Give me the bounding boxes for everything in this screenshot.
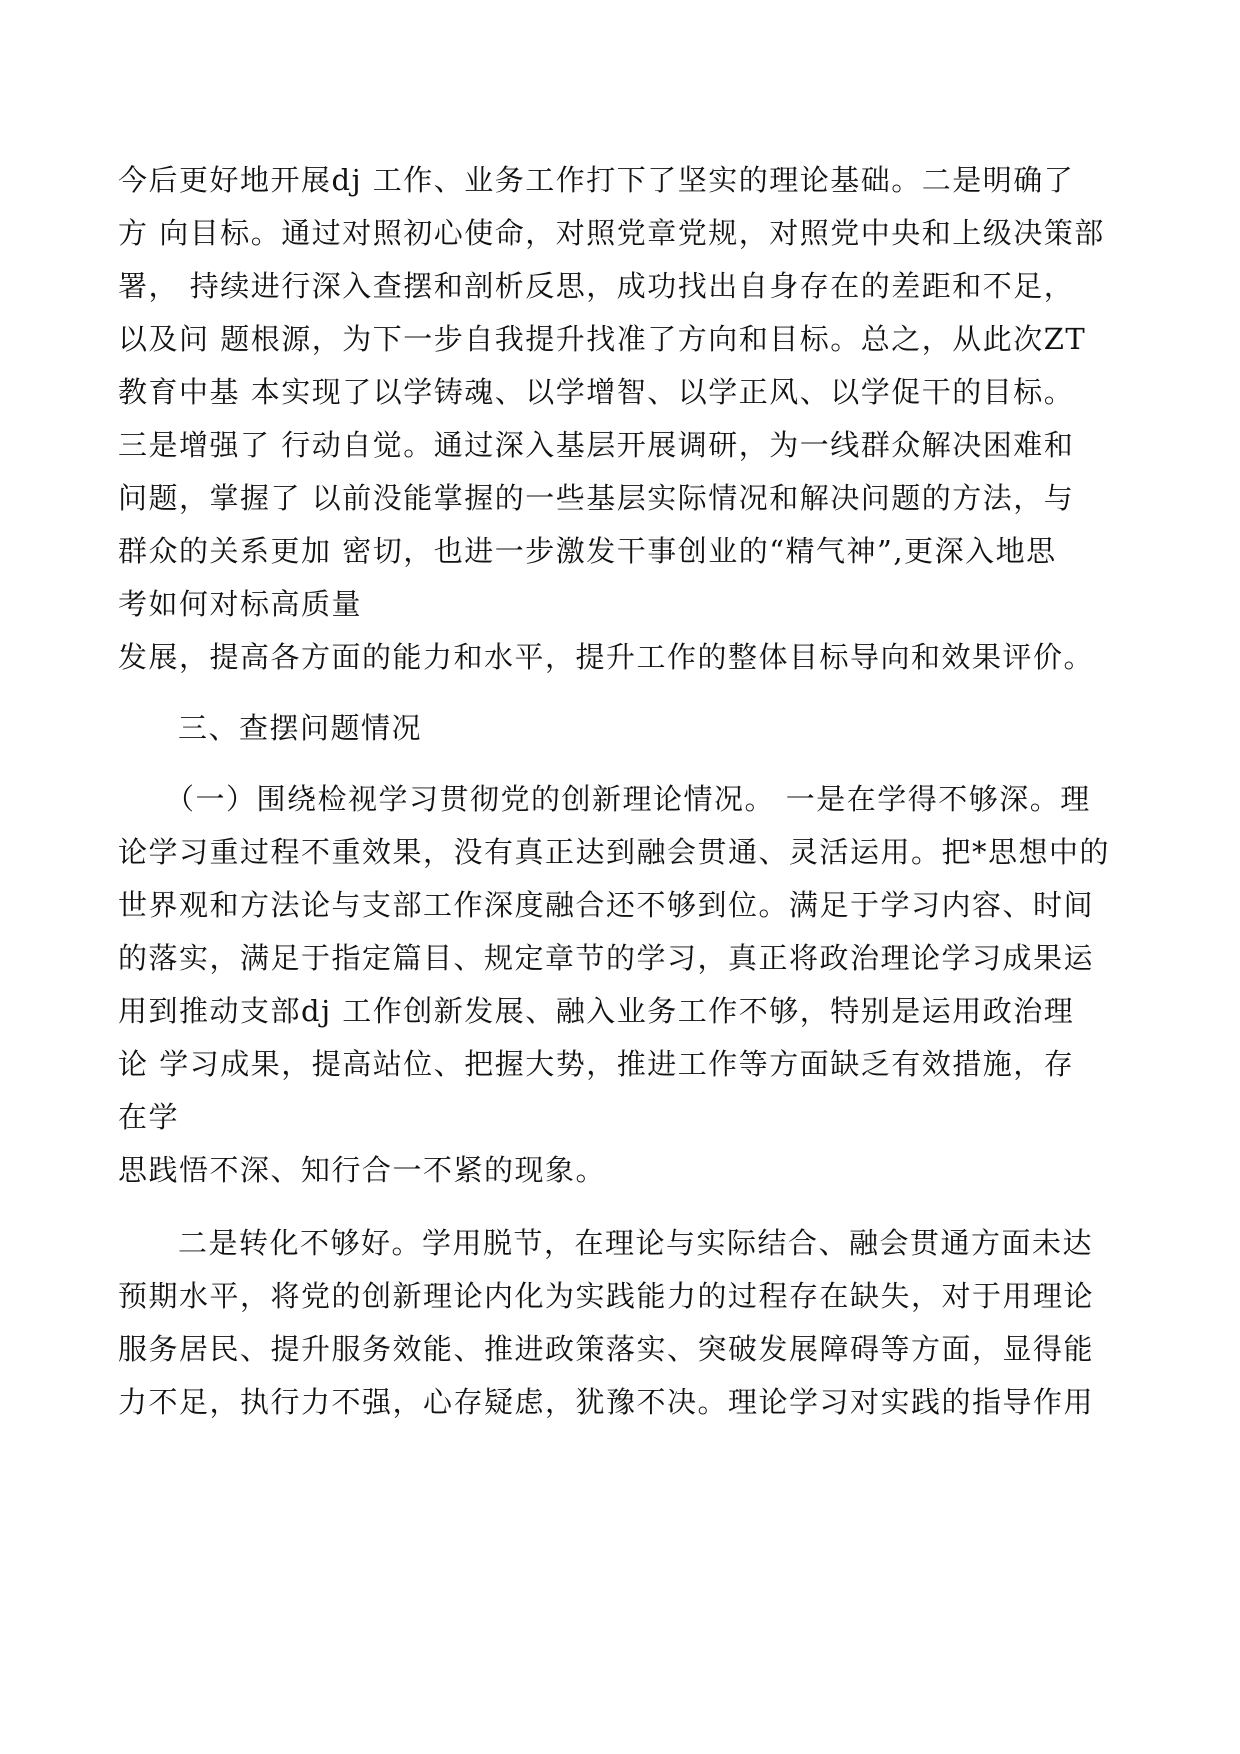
paragraph-line: 三是增强了 行动自觉。通过深入基层开展调研，为一线群众解决困难和 — [118, 428, 1075, 462]
paragraph-line: 的落实，满足于指定篇目、规定章节的学习，真正将政治理论学习成果运 — [118, 941, 1095, 975]
paragraph-line: 思践悟不深、知行合一不紧的现象。 — [118, 1153, 607, 1187]
paragraph-line: 方 向目标。通过对照初心使命，对照党章党规，对照党中央和上级决策部 — [118, 216, 1105, 250]
paragraph-line: 发展，提高各方面的能力和水平，提升工作的整体目标导向和效果评价。 — [118, 640, 1095, 674]
paragraph-line: 论 学习成果，提高站位、把握大势，推进工作等方面缺乏有效措施，存 — [118, 1047, 1075, 1081]
paragraph-line: 力不足，执行力不强，心存疑虑，犹豫不决。理论学习对实践的指导作用 — [118, 1385, 1095, 1419]
paragraph-line: 世界观和方法论与支部工作深度融合还不够到位。满足于学习内容、时间 — [118, 888, 1095, 922]
section-heading: 三、查摆问题情况 — [178, 711, 423, 745]
paragraph-line: 教育中基 本实现了以学铸魂、以学增智、以学正风、以学促干的目标。 — [118, 375, 1075, 409]
paragraph-line: 用到推动支部dj 工作创新发展、融入业务工作不够，特别是运用政治理 — [118, 994, 1075, 1028]
paragraph-line: 在学 — [118, 1100, 180, 1134]
paragraph-line: 二是转化不够好。学用脱节，在理论与实际结合、融会贯通方面未达 — [178, 1226, 1094, 1260]
paragraph-line: 服务居民、提升服务效能、推进政策落实、突破发展障碍等方面，显得能 — [118, 1332, 1095, 1366]
paragraph-line: 问题，掌握了 以前没能掌握的一些基层实际情况和解决问题的方法，与 — [118, 481, 1075, 515]
paragraph-line: 考如何对标高质量 — [118, 587, 363, 621]
paragraph-line: 预期水平，将党的创新理论内化为实践能力的过程存在缺失，对于用理论 — [118, 1279, 1095, 1313]
paragraph-line: 署， 持续进行深入查摆和剖析反思，成功找出自身存在的差距和不足， — [118, 269, 1075, 303]
paragraph-line: 群众的关系更加 密切，也进一步激发干事创业的“精气神”,更深入地思 — [118, 534, 1057, 568]
paragraph-line: 以及问 题根源，为下一步自我提升找准了方向和目标。总之，从此次ZT — [118, 322, 1087, 356]
paragraph-line: 今后更好地开展dj 工作、业务工作打下了坚实的理论基础。二是明确了 — [118, 163, 1075, 197]
subsection-line: （一）围绕检视学习贯彻党的创新理论情况。 一是在学得不够深。理 — [165, 782, 1091, 816]
paragraph-line: 论学习重过程不重效果，没有真正达到融会贯通、灵活运用。把*思想中的 — [118, 835, 1111, 869]
